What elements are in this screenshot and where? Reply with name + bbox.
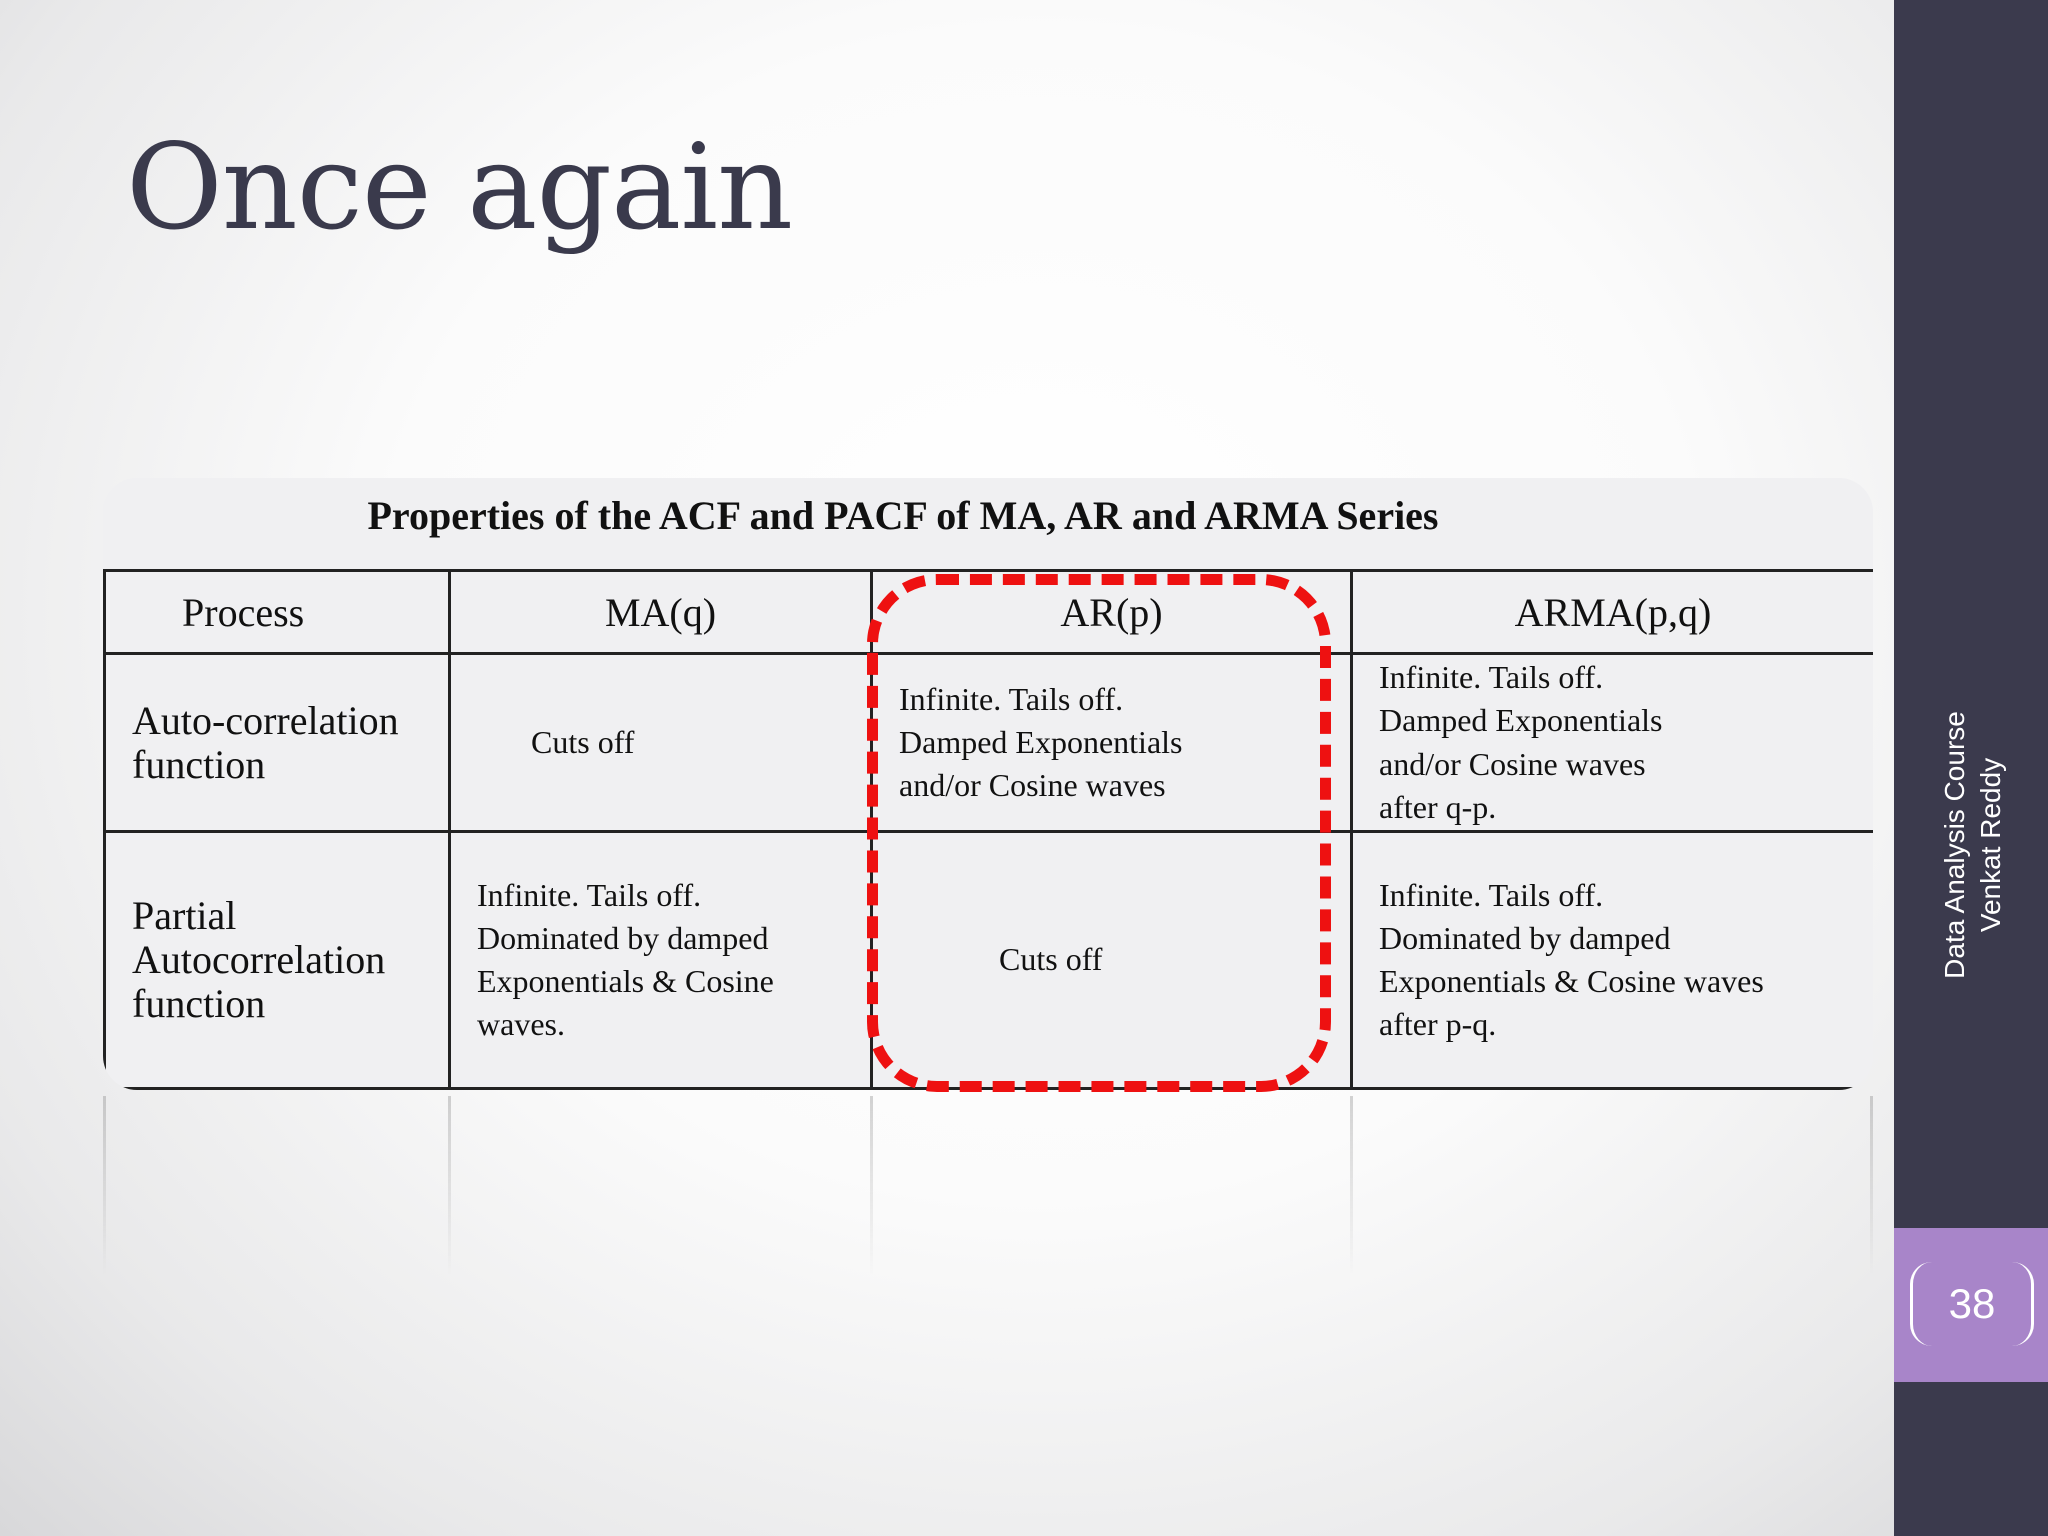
page-number-box [1894,1228,2048,1382]
table-reflection [103,1096,1873,1276]
header-arma: ARMA(p,q) [1352,571,1874,654]
text-line: waves. [477,1006,565,1043]
header-process: Process [105,571,450,654]
text-line: after q-p. [1379,788,1497,825]
reflection-line [1350,1096,1353,1276]
reflection-line [448,1096,451,1276]
page-number: 38 [1910,1262,2034,1346]
row-label-acf [105,654,450,832]
text-line: Autocorrelation [132,937,386,982]
slide-title: Once again [126,118,793,256]
text-line: after p-q. [1379,1006,1497,1043]
text-line: and/or Cosine waves [1379,745,1646,782]
text-line: Infinite. Tails off. [1379,876,1604,913]
cell-acf-ma [450,654,872,832]
table-caption: Properties of the ACF and PACF of MA, AR and ARMA Series [367,493,1439,538]
text-line: Cuts off [531,723,635,760]
cell-pacf-ma [450,832,872,1089]
text-line: Infinite. Tails off. [1379,659,1604,696]
text-line: Partial [132,893,237,938]
text-line: and/or Cosine waves [899,767,1166,804]
text-line: Dominated by damped [477,919,769,956]
text-line: Cuts off [999,941,1103,978]
text-line: Exponentials & Cosine [477,963,774,999]
sidebar-footer-text [1928,700,2018,990]
text-line: Auto-correlation [132,697,399,743]
reflection-line [103,1096,106,1276]
text-line: Infinite. Tails off. [899,680,1124,717]
text-line: Damped Exponentials [1379,702,1663,739]
header-ma: MA(q) [450,571,872,654]
cell-acf-arma [1352,654,1874,832]
ar-column-highlight [867,574,1331,1092]
text-line: Infinite. Tails off. [477,876,702,913]
text-line: Dominated by damped [1379,919,1671,956]
text-line: function [132,741,266,787]
reflection-line [870,1096,873,1276]
text-line: function [132,981,266,1026]
cell-pacf-arma [1352,832,1874,1089]
header-ar: AR(p) [872,571,1352,654]
course-name: Data Analysis Course [1939,711,1970,979]
row-label-pacf [105,832,450,1089]
text-line: Exponentials & Cosine waves [1379,963,1764,999]
reflection-line [1870,1096,1873,1276]
author-name: Venkat Reddy [1975,757,2006,933]
text-line: Damped Exponentials [899,723,1183,760]
